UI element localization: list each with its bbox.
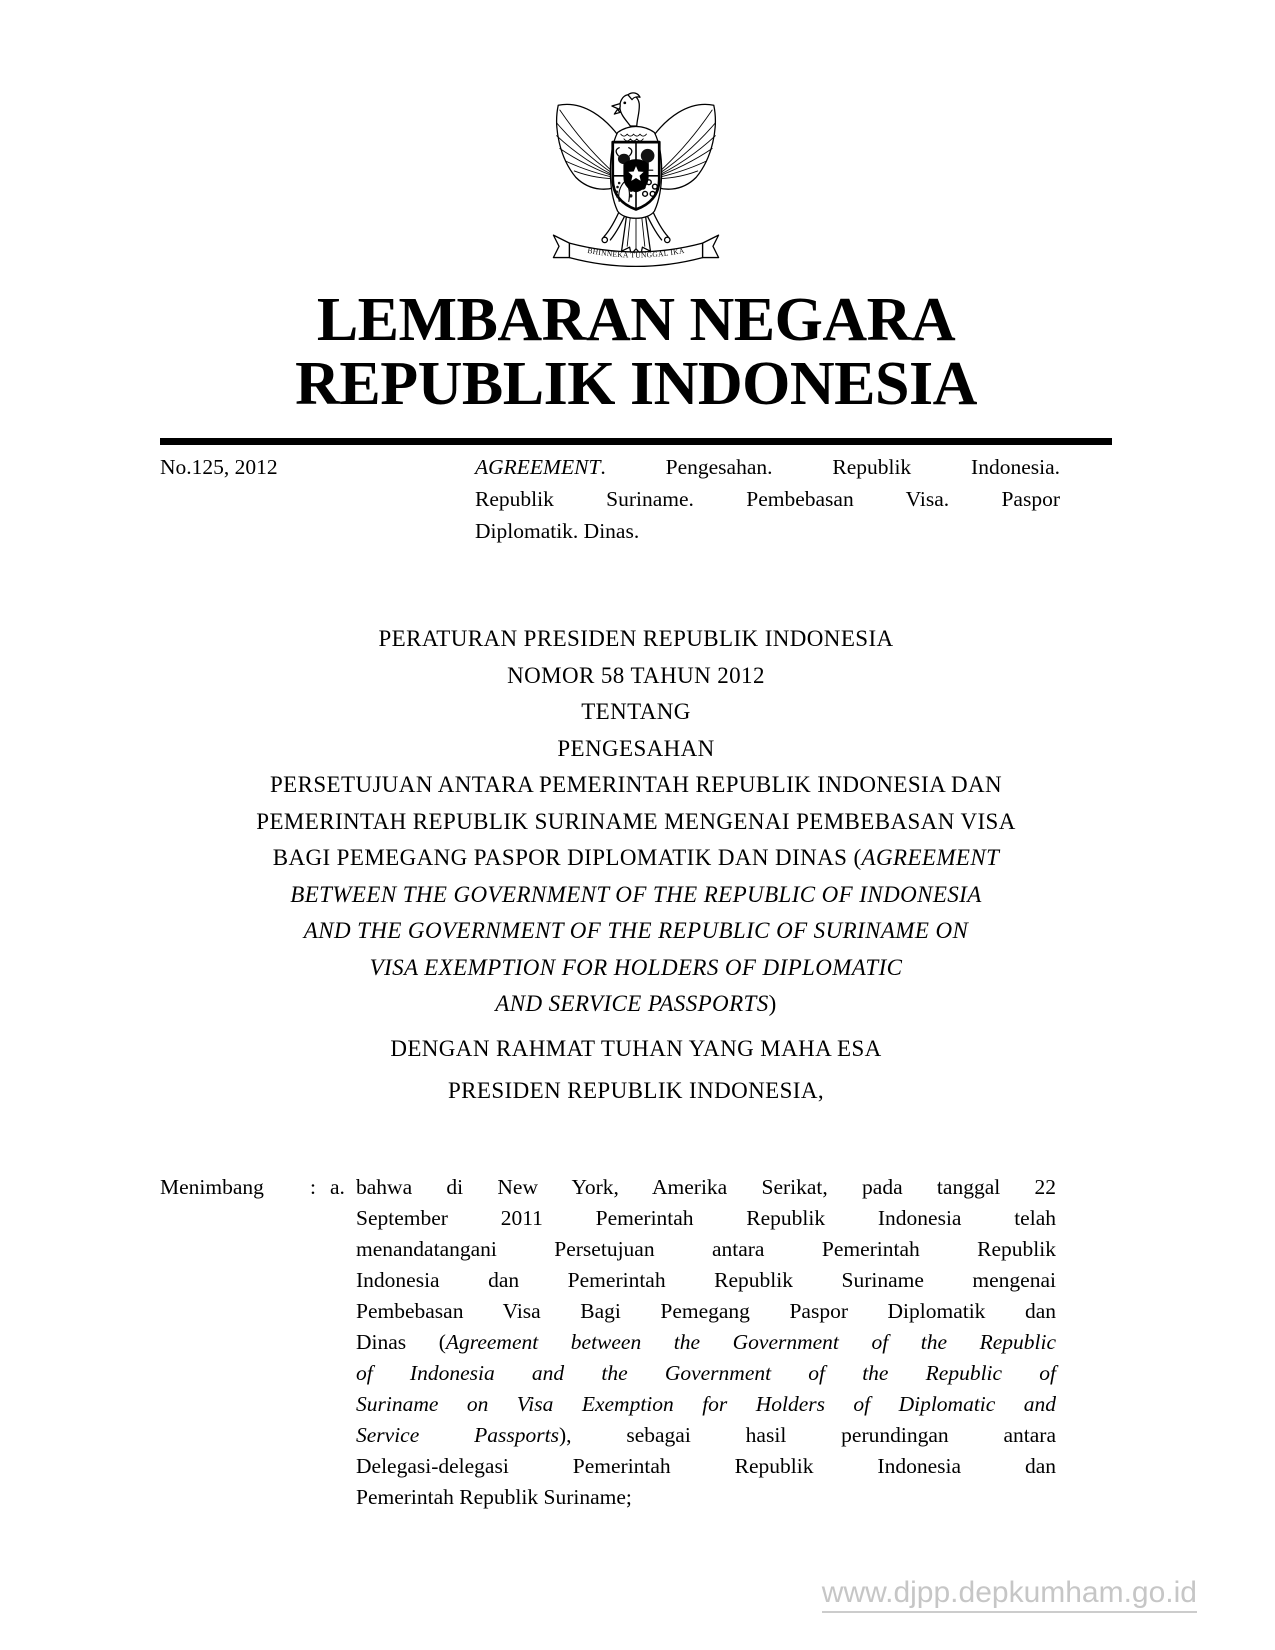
text-line xyxy=(356,1327,1056,1358)
text-line xyxy=(160,840,1112,877)
text-segment: Diplomatik. Dinas. xyxy=(475,519,640,543)
gazette-number: No.125, 2012 xyxy=(160,455,278,479)
text-segment: Indonesia dan Pemerintah Republik Suriname mengenai xyxy=(356,1267,1056,1292)
text-line xyxy=(160,950,1112,987)
masthead-title-line2: REPUBLIK INDONESIA xyxy=(295,350,977,418)
text-segment-italic: Agreement between the Government of the Republic xyxy=(445,1329,1056,1354)
text-segment: TENTANG xyxy=(581,699,691,724)
text-line xyxy=(356,1296,1056,1327)
text-segment-italic: Suriname on Visa Exemption for Holders of Diplomatic and xyxy=(356,1391,1056,1416)
considerations-section xyxy=(160,1172,1112,1513)
masthead xyxy=(160,288,1112,416)
star-shield xyxy=(624,160,648,192)
text-segment-italic: BETWEEN THE GOVERNMENT OF THE REPUBLIC OF INDONESIA xyxy=(290,881,982,907)
text-segment: PEMERINTAH REPUBLIK SURINAME MENGENAI PEMBEBASAN VISA xyxy=(256,808,1016,834)
garuda-pancasila-emblem xyxy=(547,84,725,282)
text-segment: NOMOR 58 TAHUN 2012 xyxy=(507,662,765,688)
decree-title-block xyxy=(160,621,1112,1023)
text-segment: PENGESAHAN xyxy=(557,735,715,761)
text-segment: Republik Suriname. Pembebasan Visa. Paspor xyxy=(475,487,1060,511)
text-line xyxy=(356,1265,1056,1296)
text-segment: BAGI PEMEGANG PASPOR DIPLOMATIK DAN DINAS ( xyxy=(272,845,862,870)
text-line xyxy=(160,986,1112,1023)
text-segment-italic: AGREEMENT xyxy=(861,845,1000,870)
text-segment-italic: AGREEMENT xyxy=(475,455,601,479)
text-line xyxy=(160,804,1112,841)
text-line xyxy=(475,451,1060,483)
gazette-meta xyxy=(160,451,1112,547)
text-segment: bahwa di New York, Amerika Serikat, pada tanggal 22 xyxy=(356,1174,1056,1199)
text-line xyxy=(475,515,1060,547)
consideration-item-text xyxy=(356,1172,1056,1513)
text-line xyxy=(356,1203,1056,1234)
text-line xyxy=(160,913,1112,950)
head xyxy=(612,93,640,126)
text-line xyxy=(356,1389,1056,1420)
invocation-line1: DENGAN RAHMAT TUHAN YANG MAHA ESA xyxy=(390,1035,882,1061)
masthead-rule xyxy=(160,438,1112,445)
text-line xyxy=(356,1451,1056,1482)
text-segment: PERATURAN PRESIDEN REPUBLIK INDONESIA xyxy=(378,626,894,651)
text-line xyxy=(160,658,1112,695)
text-segment: Dinas ( xyxy=(356,1329,446,1354)
text-segment: PERSETUJUAN ANTARA PEMERINTAH REPUBLIK INDONESIA DAN xyxy=(269,772,1003,797)
text-segment: ) xyxy=(768,991,777,1016)
page-content xyxy=(160,0,1112,1513)
invocation-block xyxy=(160,1028,1112,1112)
text-segment: September 2011 Pemerintah Republik Indonesia telah xyxy=(356,1205,1056,1230)
consideration-item-marker: a. xyxy=(330,1174,345,1199)
text-segment: menandatangani Persetujuan antara Pemerintah Republik xyxy=(356,1236,1056,1261)
pancasila-shield xyxy=(613,142,660,209)
considerations-label: Menimbang xyxy=(160,1174,264,1199)
text-line xyxy=(356,1420,1056,1451)
gazette-subject xyxy=(475,451,1060,547)
text-segment-italic: VISA EXEMPTION FOR HOLDERS OF DIPLOMATIC xyxy=(369,954,903,980)
text-segment-italic: AND THE GOVERNMENT OF THE REPUBLIC OF SURINAME ON xyxy=(303,918,969,943)
emblem-motto-text: BHINNEKA TUNGGAL IKA xyxy=(586,245,686,260)
text-line xyxy=(356,1482,1056,1513)
text-segment: Delegasi-delegasi Pemerintah Republik Indonesia dan xyxy=(356,1453,1056,1478)
text-line xyxy=(356,1358,1056,1389)
text-line xyxy=(160,694,1112,731)
text-segment-italic: Service Passports xyxy=(356,1422,559,1447)
text-line xyxy=(475,483,1060,515)
text-line xyxy=(160,877,1112,914)
text-line xyxy=(160,621,1112,658)
text-segment-italic: AND SERVICE PASSPORTS xyxy=(495,991,769,1016)
masthead-title-line1: LEMBARAN NEGARA xyxy=(316,286,956,354)
text-line xyxy=(160,767,1112,804)
text-segment: . Pengesahan. Republik Indonesia. xyxy=(600,455,1060,479)
text-segment: Pembebasan Visa Bagi Pemegang Paspor Diplomatik dan xyxy=(356,1298,1056,1323)
text-line xyxy=(160,731,1112,768)
considerations-colon: : xyxy=(310,1174,316,1199)
text-line xyxy=(356,1234,1056,1265)
text-segment: Pemerintah Republik Suriname; xyxy=(356,1484,632,1509)
text-line xyxy=(356,1172,1056,1203)
invocation-line2: PRESIDEN REPUBLIK INDONESIA, xyxy=(447,1077,824,1103)
text-segment: ), sebagai hasil perundingan antara xyxy=(558,1422,1056,1447)
text-segment-italic: of Indonesia and the Government of the Republic of xyxy=(356,1360,1056,1385)
watermark: www.djpp.depkumham.go.id xyxy=(822,1576,1197,1613)
